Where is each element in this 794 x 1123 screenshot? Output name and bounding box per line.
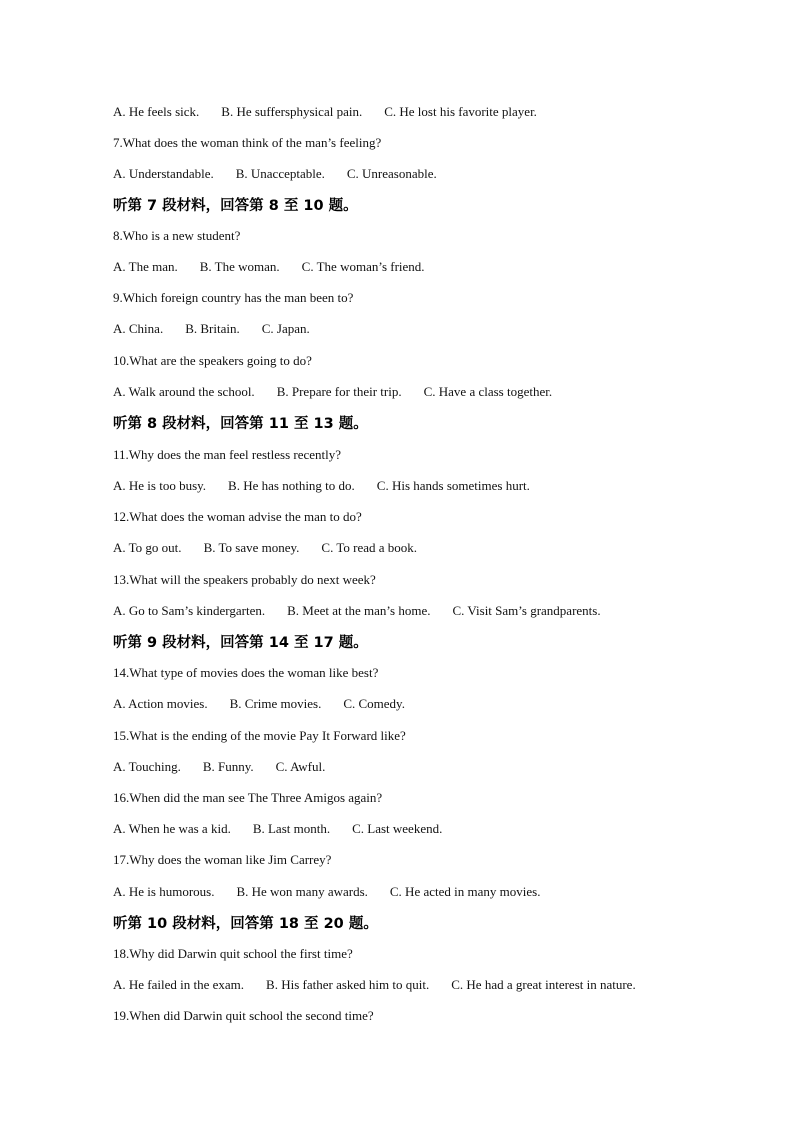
answer-option-a: A. Walk around the school.	[113, 384, 255, 399]
answer-option-a: A. China.	[113, 321, 164, 336]
answer-option-a: A. He is humorous.	[113, 884, 215, 899]
answer-option-b: B. Britain.	[185, 321, 240, 336]
answer-option-a: A. To go out.	[113, 540, 182, 555]
answer-option-b: B. Funny.	[202, 759, 254, 774]
answer-option-b: B. Last month.	[252, 821, 331, 836]
answer-options	[113, 884, 540, 900]
answer-option-b: B. He has nothing to do.	[228, 478, 355, 493]
answer-option-c: C. He acted in many movies.	[389, 884, 541, 899]
answer-option-a: A. He is too busy.	[113, 478, 207, 493]
answer-option-c: C. Comedy.	[343, 696, 405, 711]
answer-option-c: C. Awful.	[275, 759, 326, 774]
question-text: 12.What does the woman advise the man to do?	[113, 509, 362, 524]
section-heading: 听第 7 段材料，回答第 8 至 10 题。	[113, 198, 358, 214]
answer-options	[113, 259, 425, 275]
answer-option-c: C. His hands sometimes hurt.	[376, 478, 530, 493]
answer-option-b: B. His father asked him to quit.	[266, 977, 430, 992]
question-text: 11.Why does the man feel restless recently?	[113, 447, 342, 462]
answer-options	[113, 977, 636, 993]
question-text: 18.Why did Darwin quit school the first time?	[113, 946, 353, 961]
answer-options	[113, 321, 310, 337]
answer-option-c: C. The woman’s friend.	[301, 259, 425, 274]
answer-options	[113, 104, 537, 120]
answer-option-b: B. To save money.	[203, 540, 300, 555]
question-text: 9.Which foreign country has the man been to?	[113, 290, 354, 305]
answer-options	[113, 478, 530, 494]
answer-option-c: C. Last weekend.	[352, 821, 443, 836]
answer-option-a: A. Touching.	[113, 759, 181, 774]
section-heading: 听第 9 段材料，回答第 14 至 17 题。	[113, 635, 368, 651]
answer-option-b: B. Prepare for their trip.	[276, 384, 402, 399]
answer-option-c: C. Have a class together.	[423, 384, 553, 399]
answer-option-c: C. He had a great interest in nature.	[451, 977, 636, 992]
answer-option-a: A. When he was a kid.	[113, 821, 231, 836]
answer-option-a: A. Go to Sam’s kindergarten.	[113, 603, 266, 618]
question-text: 14.What type of movies does the woman like best?	[113, 665, 379, 680]
answer-options	[113, 166, 437, 182]
question-text: 13.What will the speakers probably do next week?	[113, 572, 376, 587]
question-text: 17.Why does the woman like Jim Carrey?	[113, 852, 332, 867]
answer-option-b: B. The woman.	[199, 259, 280, 274]
question-text: 8.Who is a new student?	[113, 228, 241, 243]
answer-options	[113, 384, 552, 400]
question-text: 7.What does the woman think of the man’s feeling?	[113, 135, 382, 150]
question-text: 19.When did Darwin quit school the second time?	[113, 1008, 374, 1023]
answer-option-b: B. He won many awards.	[236, 884, 368, 899]
answer-option-a: A. He feels sick.	[113, 104, 200, 119]
answer-options	[113, 759, 325, 775]
answer-option-b: B. Unacceptable.	[235, 166, 325, 181]
answer-option-b: B. Meet at the man’s home.	[287, 603, 431, 618]
section-heading: 听第 8 段材料，回答第 11 至 13 题。	[113, 416, 368, 432]
answer-option-c: C. To read a book.	[321, 540, 418, 555]
answer-options	[113, 540, 417, 556]
answer-option-a: A. The man.	[113, 259, 178, 274]
section-heading: 听第 10 段材料，回答第 18 至 20 题。	[113, 916, 378, 932]
answer-options	[113, 603, 601, 619]
answer-option-b: B. Crime movies.	[229, 696, 322, 711]
answer-option-a: A. Action movies.	[113, 696, 208, 711]
answer-option-c: C. Unreasonable.	[346, 166, 437, 181]
question-text: 15.What is the ending of the movie Pay It Forward like?	[113, 728, 406, 743]
answer-option-b: B. He suffersphysical pain.	[221, 104, 363, 119]
answer-option-c: C. Visit Sam’s grandparents.	[452, 603, 601, 618]
question-text: 16.When did the man see The Three Amigos again?	[113, 790, 383, 805]
answer-option-c: C. He lost his favorite player.	[384, 104, 537, 119]
question-text: 10.What are the speakers going to do?	[113, 353, 312, 368]
answer-option-a: A. Understandable.	[113, 166, 214, 181]
answer-option-a: A. He failed in the exam.	[113, 977, 245, 992]
answer-options	[113, 821, 442, 837]
answer-option-c: C. Japan.	[261, 321, 310, 336]
answer-options	[113, 696, 405, 712]
